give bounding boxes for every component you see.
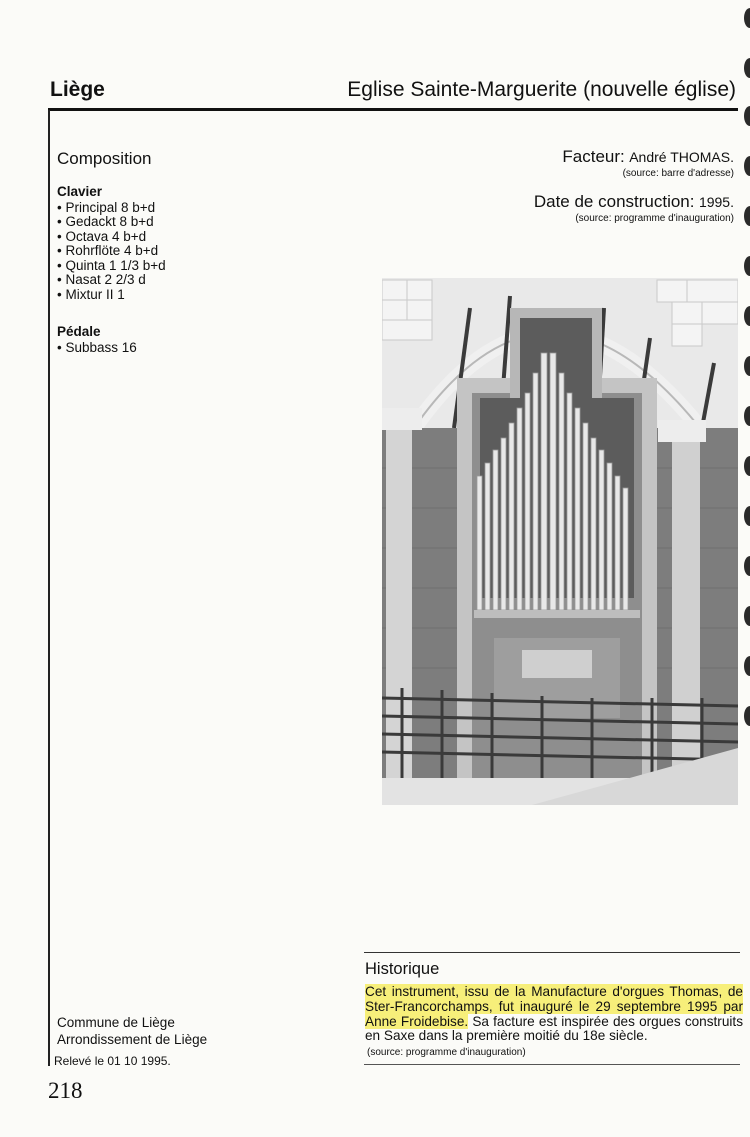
binding-hole: [744, 156, 750, 176]
binding-hole: [744, 306, 750, 326]
history-source: (source: programme d'inauguration): [367, 1047, 526, 1058]
church-title: Eglise Sainte-Marguerite (nouvelle église): [347, 78, 736, 101]
composition-title: Composition: [57, 149, 152, 168]
binding-hole: [744, 606, 750, 626]
binding-hole: [744, 58, 750, 78]
pedale-heading: Pédale: [57, 324, 101, 339]
builder-source: (source: barre d'adresse): [622, 168, 734, 179]
builder-name: André THOMAS.: [629, 149, 734, 165]
binding-hole: [744, 456, 750, 476]
binding-hole: [744, 256, 750, 276]
binding-holes: [742, 0, 750, 1137]
builder-block: [562, 147, 734, 179]
stop-item: • Rohrflöte 4 b+d: [57, 244, 166, 259]
binding-hole: [744, 556, 750, 576]
stop-item: • Mixtur II 1: [57, 288, 166, 303]
construction-block: [534, 192, 734, 224]
organ-photo-graphic: [382, 278, 738, 805]
stop-item: • Nasat 2 2/3 d: [57, 273, 166, 288]
construction-label: Date de construction:: [533, 192, 695, 211]
history-rest: Sa facture est inspirée des orgues construits en Saxe dans la première moitié du 18e siècle.: [365, 1013, 743, 1044]
binding-hole: [744, 8, 750, 28]
construction-source: (source: programme d'inauguration): [575, 213, 734, 224]
stop-item: • Principal 8 b+d: [57, 201, 166, 216]
binding-hole: [744, 406, 750, 426]
history-title: Historique: [365, 960, 440, 978]
city-title: Liège: [50, 78, 105, 101]
clavier-heading: Clavier: [57, 184, 103, 199]
pedale-section: [57, 325, 137, 355]
history-text: [365, 985, 743, 1044]
binding-hole: [744, 206, 750, 226]
history-highlight: Cet instrument, issu de la Manufacture d'orgues Thomas, de Ster-Francorchamps, fut inauguré le 29 septembre 1995 par Anne Froidebise.: [365, 984, 743, 1029]
clavier-section: [57, 185, 166, 302]
construction-year: 1995.: [698, 194, 734, 210]
header-rule: [48, 108, 738, 111]
survey-date: Relevé le 01 10 1995.: [54, 1054, 171, 1068]
binding-hole: [744, 356, 750, 376]
builder-label: Facteur:: [562, 147, 625, 166]
margin-rule: [48, 110, 50, 1066]
stop-item: • Subbass 16: [57, 341, 137, 356]
commune-label: Commune de Liège: [57, 1015, 175, 1030]
page-number: 218: [48, 1078, 83, 1103]
stop-item: • Octava 4 b+d: [57, 230, 166, 245]
binding-hole: [744, 706, 750, 726]
history-bottom-rule: [364, 1064, 740, 1065]
stop-item: • Gedackt 8 b+d: [57, 215, 166, 230]
binding-hole: [744, 656, 750, 676]
binding-hole: [744, 506, 750, 526]
history-rule: [364, 952, 740, 953]
arrondissement-label: Arrondissement de Liège: [57, 1031, 208, 1047]
binding-hole: [744, 106, 750, 126]
organ-photo: [382, 278, 738, 805]
location-block: [57, 1015, 207, 1048]
stop-item: • Quinta 1 1/3 b+d: [57, 259, 166, 274]
